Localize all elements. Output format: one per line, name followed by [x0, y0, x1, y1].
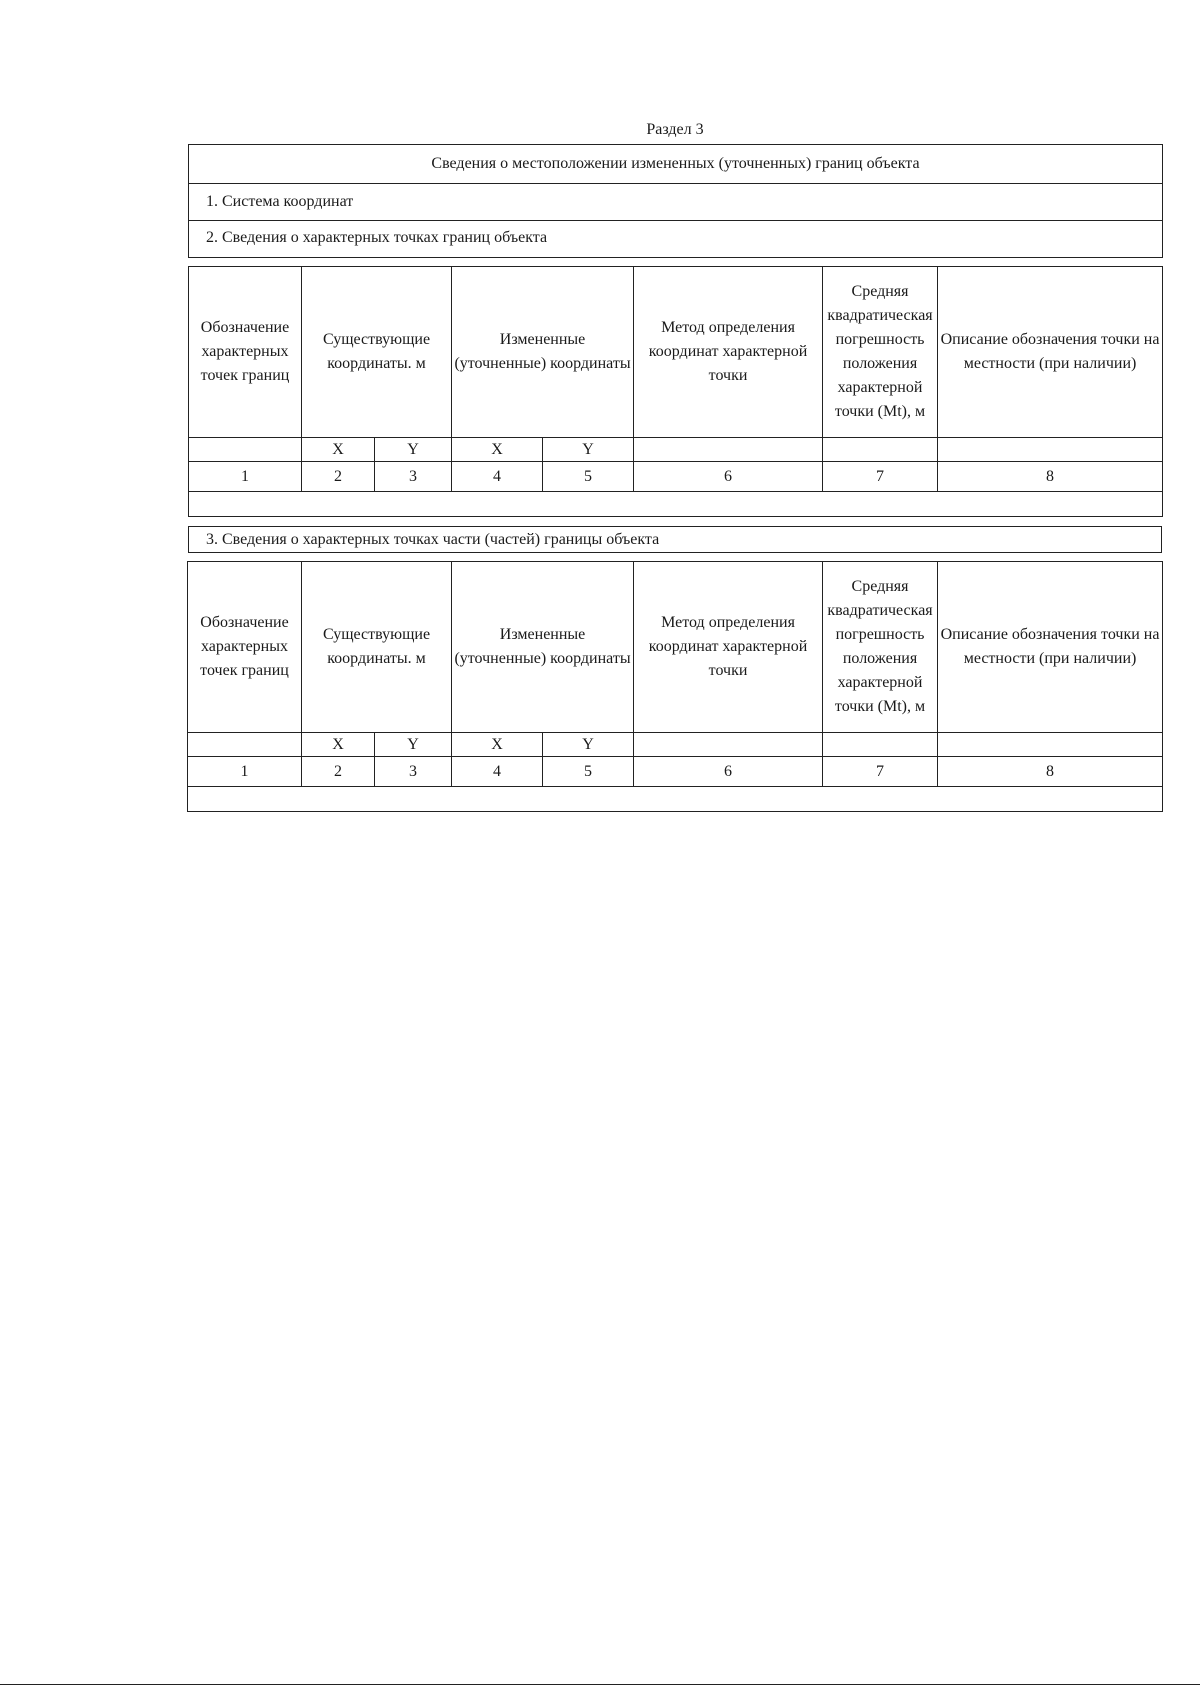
xy-cell: Y	[375, 733, 452, 757]
xy-cell: X	[452, 733, 543, 757]
col-header-mean-error: Средняя квадратическая погрешность положения характерной точки (Mt), м	[823, 267, 938, 438]
xy-cell: X	[302, 438, 375, 462]
col-header-method: Метод определения координат характерной точки	[634, 267, 823, 438]
column-number: 8	[938, 462, 1163, 492]
section-title: Раздел 3	[646, 121, 704, 138]
column-number: 4	[452, 462, 543, 492]
column-number: 4	[452, 757, 543, 787]
column-number: 2	[302, 757, 375, 787]
empty-row	[188, 787, 1163, 812]
section-header-box	[188, 144, 1163, 258]
col-header-changed-coords: Измененные (уточненные) координаты	[452, 267, 634, 438]
part-boundary-points-table	[187, 561, 1163, 812]
col-header-existing-coords: Существующие координаты. м	[302, 267, 452, 438]
column-number: 1	[188, 757, 302, 787]
xy-cell	[938, 733, 1163, 757]
col-header-mean-error: Средняя квадратическая погрешность положения характерной точки (Mt), м	[823, 562, 938, 733]
xy-cell: X	[302, 733, 375, 757]
column-number: 5	[543, 757, 634, 787]
column-number: 6	[634, 757, 823, 787]
col-header-point-designation: Обозначение характерных точек границ	[189, 267, 302, 438]
xy-cell	[188, 733, 302, 757]
xy-cell	[189, 438, 302, 462]
xy-cell: Y	[375, 438, 452, 462]
col-header-description: Описание обозначения точки на местности (при наличии)	[938, 562, 1163, 733]
column-number: 3	[375, 462, 452, 492]
col-header-method: Метод определения координат характерной точки	[634, 562, 823, 733]
section3-title: 3. Сведения о характерных точках части (частей) границы объекта	[188, 526, 1162, 553]
xy-cell: X	[452, 438, 543, 462]
page-bottom-rule	[0, 1684, 1200, 1685]
xy-cell: Y	[543, 438, 634, 462]
col-header-description: Описание обозначения точки на местности (при наличии)	[938, 267, 1163, 438]
header-title: Сведения о местоположении измененных (уточненных) границ объекта	[189, 145, 1162, 184]
xy-cell	[938, 438, 1163, 462]
column-number: 3	[375, 757, 452, 787]
xy-cell	[823, 733, 938, 757]
column-number: 2	[302, 462, 375, 492]
empty-row	[189, 492, 1163, 517]
boundary-points-row: 2. Сведения о характерных точках границ объекта	[206, 229, 548, 246]
col-header-point-designation: Обозначение характерных точек границ	[188, 562, 302, 733]
column-number: 7	[823, 757, 938, 787]
xy-cell	[634, 438, 823, 462]
coordinate-system-row: 1. Система координат	[189, 184, 1162, 221]
xy-cell	[634, 733, 823, 757]
column-number: 8	[938, 757, 1163, 787]
column-number: 7	[823, 462, 938, 492]
xy-cell: Y	[543, 733, 634, 757]
xy-cell	[823, 438, 938, 462]
column-number: 6	[634, 462, 823, 492]
col-header-existing-coords: Существующие координаты. м	[302, 562, 452, 733]
column-number: 5	[543, 462, 634, 492]
col-header-changed-coords: Измененные (уточненные) координаты	[452, 562, 634, 733]
column-number: 1	[189, 462, 302, 492]
boundary-points-table	[188, 266, 1163, 517]
